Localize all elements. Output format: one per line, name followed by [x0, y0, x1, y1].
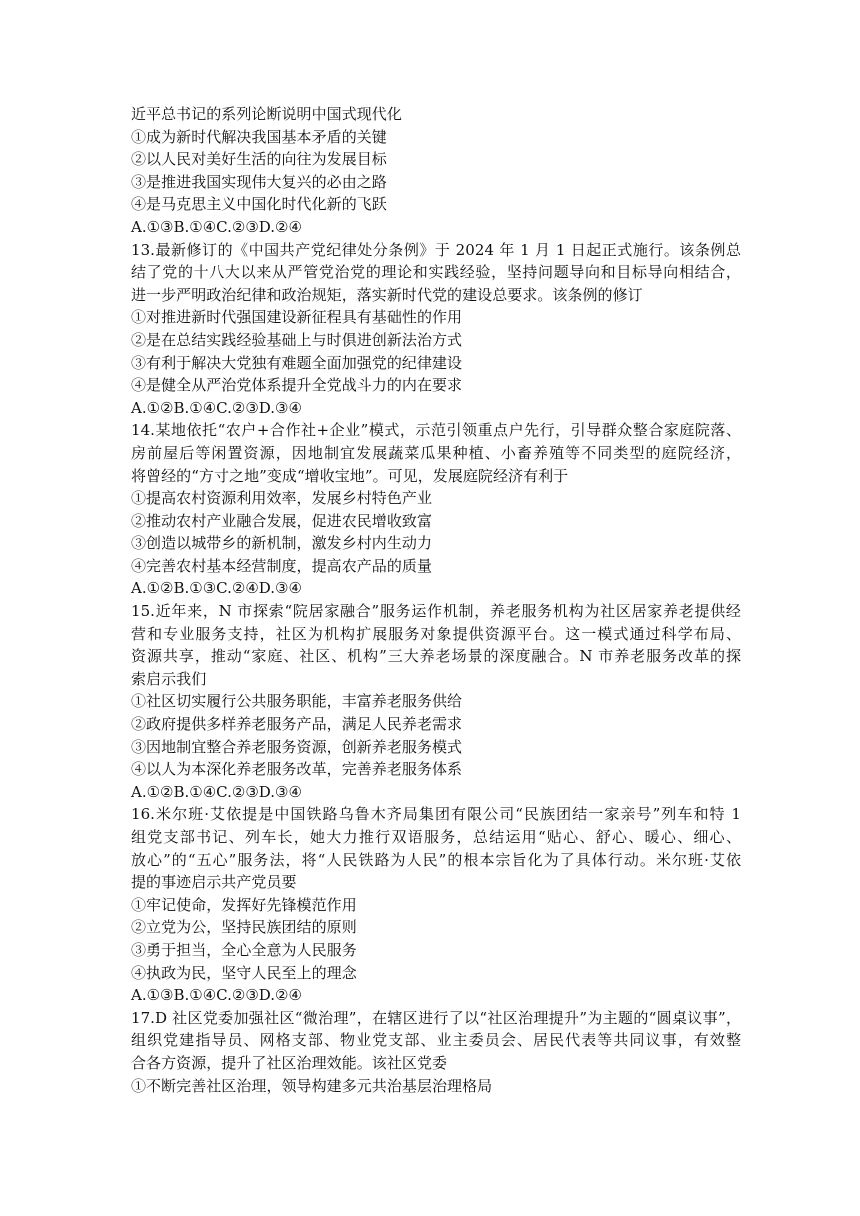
question-16 [131, 803, 741, 1006]
question-stem-line: 索启示我们 [131, 669, 207, 688]
option-line: ④是健全从严治党体系提升全党战斗力的内在要求 [131, 376, 463, 395]
question-stem-line: 房前屋后等闲置资源，因地制宜发展蔬菜瓜果种植、小畜养殖等不同类型的庭院经济， [131, 443, 741, 462]
question-stem [131, 239, 741, 307]
question-stem [131, 803, 741, 893]
answer-choices: A.①②B.①④C.②③D.③④ [131, 782, 302, 801]
question-stem-line: 进一步严明政治纪律和政治规矩，落实新时代党的建设总要求。该条例的修订 [131, 285, 643, 304]
question-14 [131, 419, 741, 600]
option-line: ③因地制宜整合养老服务资源，创新养老服务模式 [131, 737, 463, 756]
question-stem-line: 组织党建指导员、网格支部、物业党支部、业主委员会、居民代表等共同议事，有效整 [131, 1031, 741, 1050]
option-line: ③是推进我国实现伟大复兴的必由之路 [131, 172, 387, 191]
question-stem-line: 组党支部书记、列车长，她大力推行双语服务，总结运用“贴心、舒心、暖心、细心、 [131, 828, 741, 846]
option-line: ①牢记使命，发挥好先锋模范作用 [131, 895, 357, 914]
question-stem-line: 13.最新修订的《中国共产党纪律处分条例》于 2024 年 1 月 1 日起正式施行。该条例总 [131, 240, 741, 259]
question-stem-line: 放心”的“五心”服务法，将“人民铁路为人民”的根本宗旨化为了具体行动。米尔班·艾依 [131, 850, 741, 869]
option-line: ②政府提供多样养老服务产品，满足人民养老需求 [131, 715, 463, 734]
question-stem [131, 419, 741, 487]
option-line: ①社区切实履行公共服务职能，丰富养老服务供给 [131, 692, 463, 711]
question-stem-line: 结了党的十八大以来从严管党治党的理论和实践经验，坚持问题导向和目标导向相结合， [131, 263, 741, 282]
question-stem-line: 近平总书记的系列论断说明中国式现代化 [131, 105, 402, 123]
answer-choices: A.①②B.①④C.②③D.③④ [131, 398, 302, 417]
option-line: ④执政为民，坚守人民至上的理念 [131, 963, 357, 982]
option-line: ④是马克思主义中国化时代化新的飞跃 [131, 195, 387, 214]
question-stem [131, 1007, 741, 1075]
document-content [131, 103, 741, 1097]
question-stem-line: 将曾经的“方寸之地”变成“增收宝地”。可见，发展庭院经济有利于 [131, 466, 569, 485]
option-line: ②立党为公，坚持民族团结的原则 [131, 918, 357, 937]
question-stem-line: 营和专业服务支持，社区为机构扩展服务对象提供资源平台。这一模式通过科学布局、 [131, 624, 741, 643]
option-line: ②是在总结实践经验基础上与时俱进创新法治方式 [131, 330, 463, 349]
option-line: ①不断完善社区治理，领导构建多元共治基层治理格局 [131, 1076, 493, 1095]
option-line: ④以人为本深化养老服务改革，完善养老服务体系 [131, 760, 463, 779]
option-line: ②推动农村产业融合发展，促进农民增收致富 [131, 511, 433, 530]
question-stem-line: 提的事迹启示共产党员要 [131, 873, 297, 892]
question-stem-line: 15.近年来，N 市探索“院居家融合”服务运作机制，养老服务机构为社区居家养老提供经 [131, 602, 741, 621]
question-17 [131, 1007, 741, 1097]
question-13 [131, 239, 741, 420]
answer-choices: A.①③B.①④C.②③D.②④ [131, 986, 302, 1005]
question-stem [131, 600, 741, 690]
question-stem-line: 合各方资源，提升了社区治理效能。该社区党委 [131, 1053, 448, 1072]
question-stem-line: 14.某地依托“农户+合作社+企业”模式，示范引领重点户先行，引导群众整合家庭院落、 [131, 421, 741, 440]
option-line: ④完善农村基本经营制度，提高农产品的质量 [131, 556, 433, 575]
option-line: ②以人民对美好生活的向往为发展目标 [131, 150, 387, 169]
answer-choices: A.①③B.①④C.②③D.②④ [131, 217, 302, 236]
question-stem-line: 资源共享，推动“家庭、社区、机构”三大养老场景的深度融合。N 市养老服务改革的探 [131, 647, 741, 666]
option-line: ③有利于解决大党独有难题全面加强党的纪律建设 [131, 353, 463, 372]
option-line: ③创造以城带乡的新机制，激发乡村内生动力 [131, 534, 433, 553]
option-line: ①成为新时代解决我国基本矛盾的关键 [131, 127, 387, 146]
question-stem-line: 16.米尔班·艾依提是中国铁路乌鲁木齐局集团有限公司“民族团结一家亲号”列车和特 1 [131, 805, 741, 824]
option-line: ①提高农村资源利用效率，发展乡村特色产业 [131, 489, 433, 508]
option-line: ①对推进新时代强国建设新征程具有基础性的作用 [131, 308, 463, 327]
answer-choices: A.①②B.①③C.②④D.③④ [131, 579, 302, 598]
option-line: ③勇于担当，全心全意为人民服务 [131, 940, 357, 959]
question-15 [131, 600, 741, 803]
question-12-continuation [131, 103, 741, 239]
question-stem-line: 17.D 社区党委加强社区“微治理”，在辖区进行了以“社区治理提升”为主题的“圆桌议事”， [131, 1008, 741, 1027]
